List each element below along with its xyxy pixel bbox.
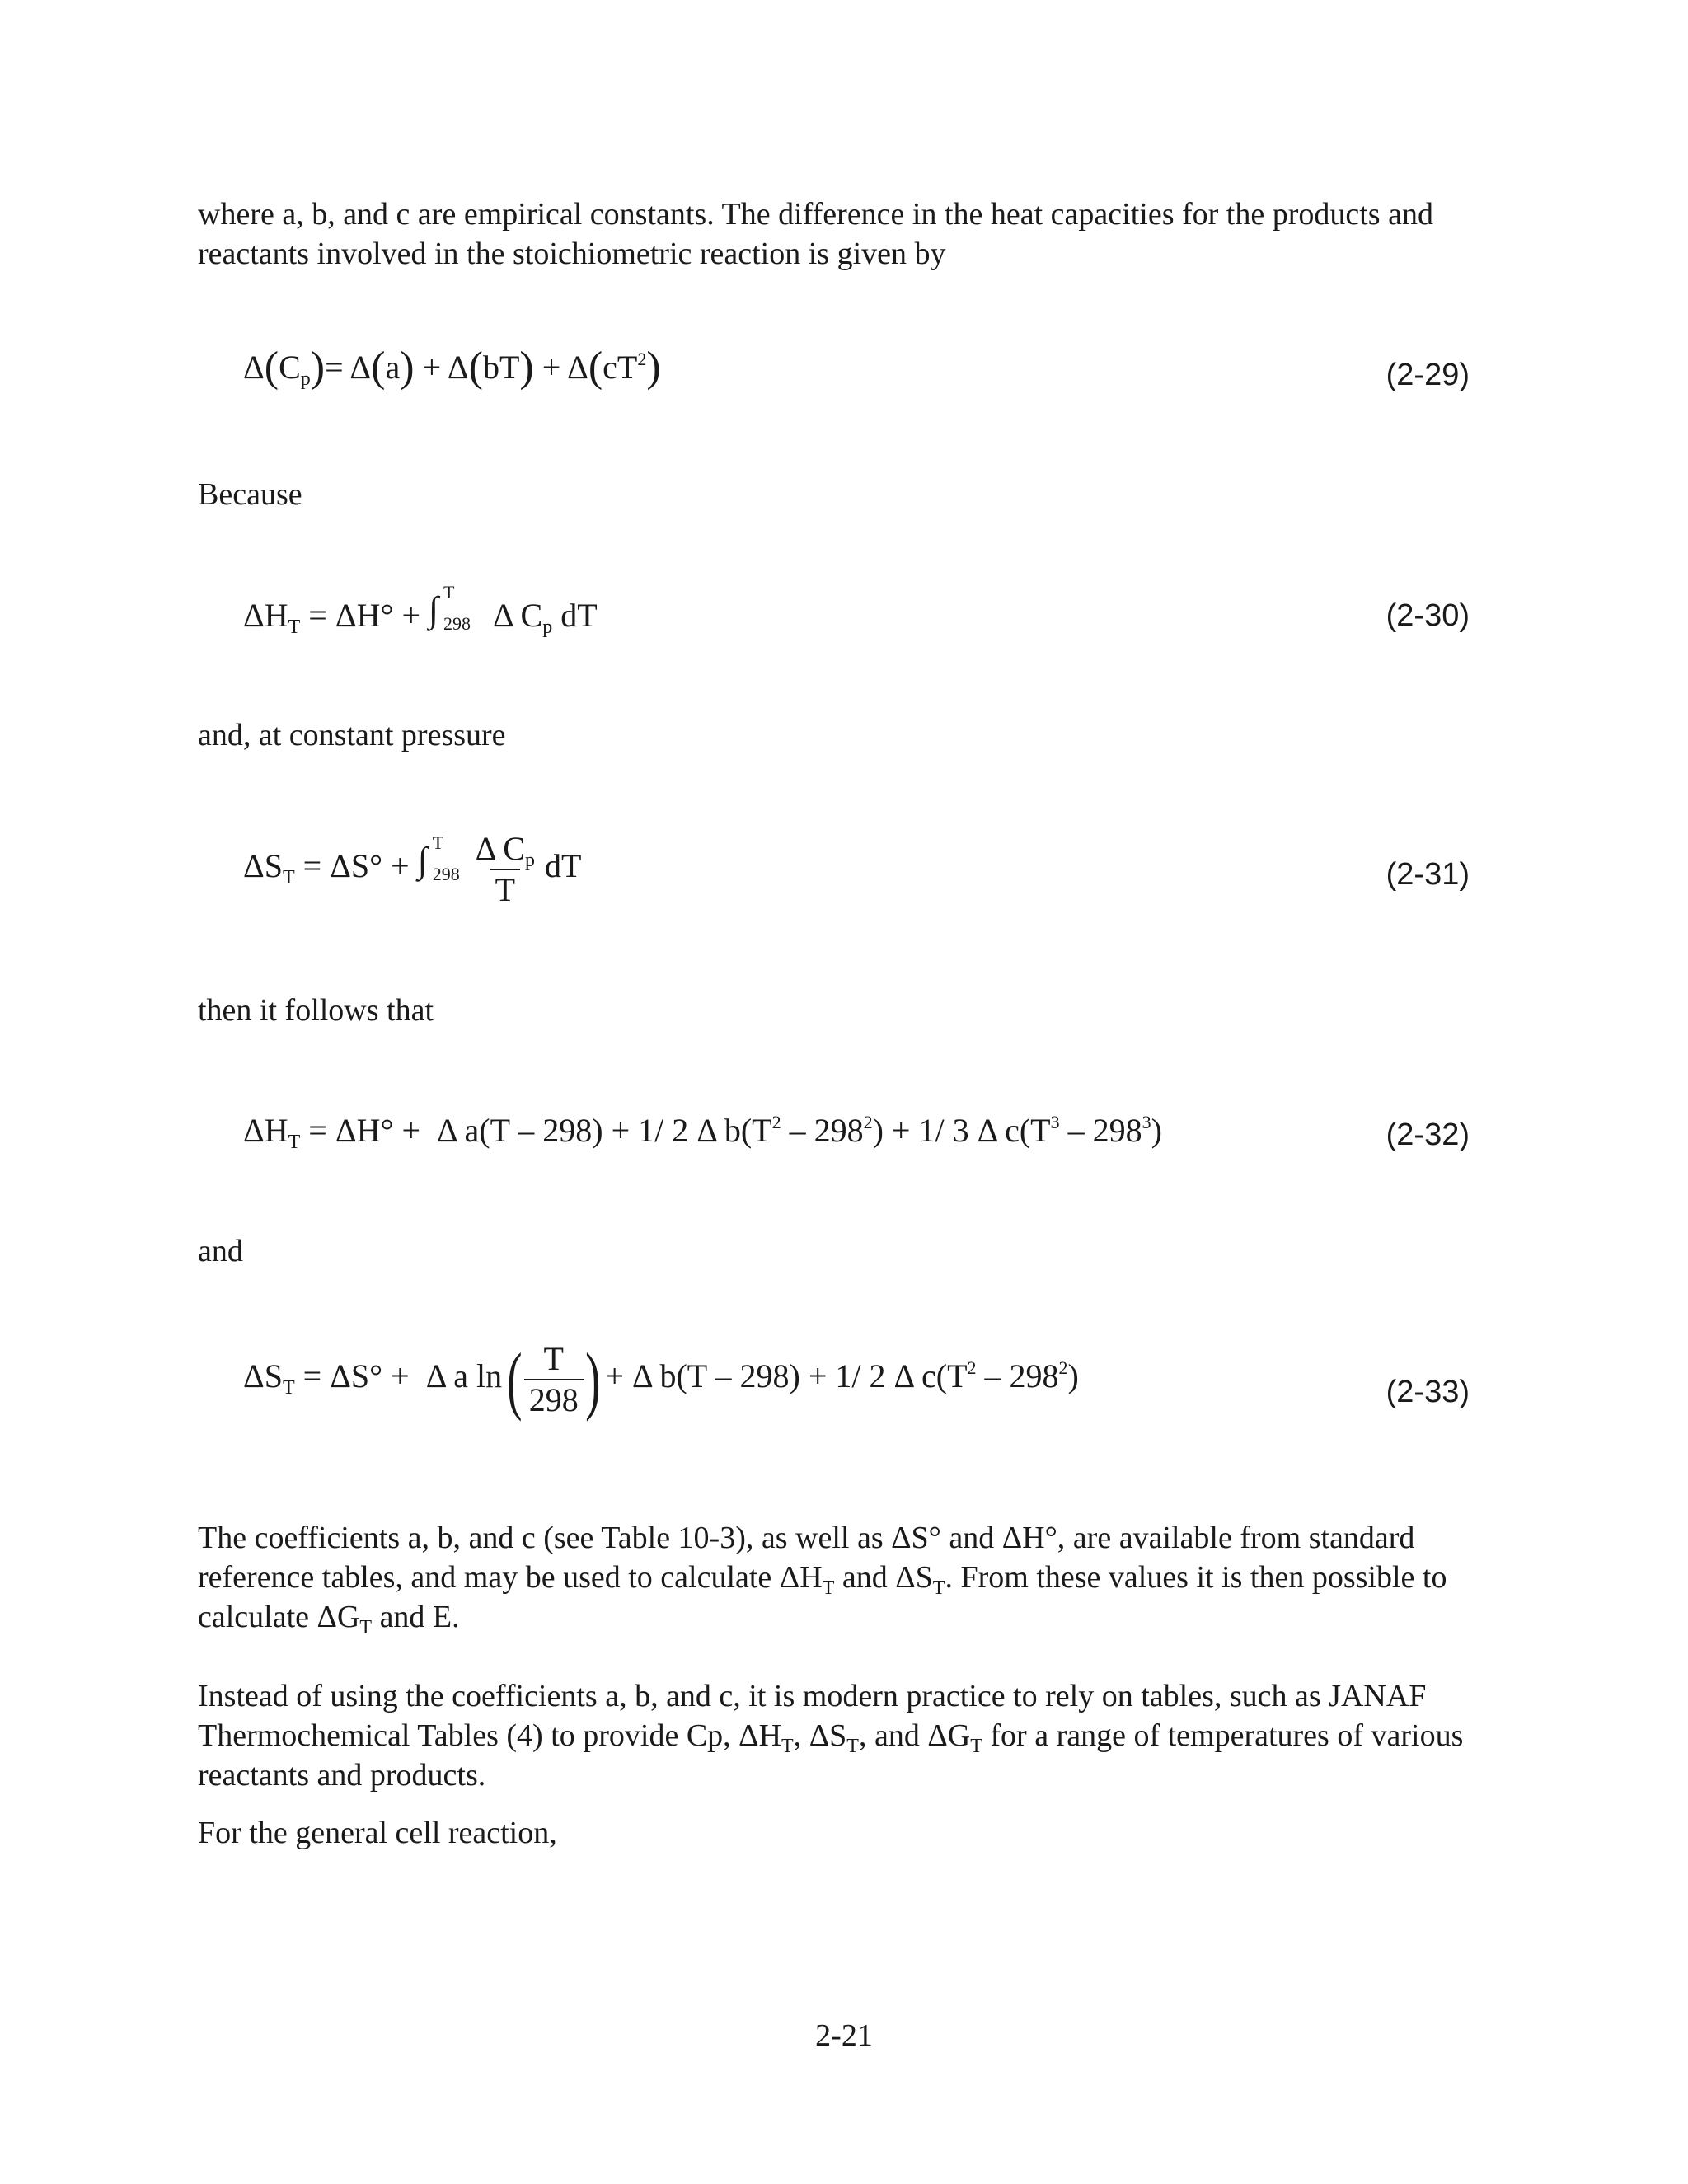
janaf-text-1: Instead of using the coefficients a, b, and c, it is modern practice to rely on tables, such as JANAF Thermochemical Tables (4) to provide Cp, ΔH xyxy=(198,1679,1427,1753)
subscript-t: T xyxy=(846,1736,859,1757)
constant-pressure-text: and, at constant pressure xyxy=(198,718,506,752)
janaf-text-4: for a range of temperatures of various reactants and products. xyxy=(198,1718,1464,1793)
subscript-t: T xyxy=(822,1577,835,1599)
page-number: 2-21 xyxy=(815,2018,873,2053)
janaf-text-2: , ΔS xyxy=(793,1718,847,1753)
intro-paragraph: where a, b, and c are empirical constants. The difference in the heat capacities for the products and reactants involved in the stoichiometric reaction is given by xyxy=(198,197,1433,271)
equation-2-29: $\Delta(C_p)= \Delta(a) + \Delta(bT) + \Delta(cT^2)$ xyxy=(243,344,661,391)
equation-number-2-32: (2-32) xyxy=(1386,1118,1470,1152)
subscript-t: T xyxy=(781,1736,794,1757)
coefficients-text-2: and ΔS xyxy=(834,1560,933,1595)
follows-text: then it follows that xyxy=(198,993,434,1028)
coefficients-text-4: and E. xyxy=(372,1600,460,1634)
janaf-paragraph xyxy=(198,1676,1517,1795)
equation-number-2-33: (2-33) xyxy=(1386,1375,1470,1409)
because-text: Because xyxy=(198,477,302,512)
subscript-t: T xyxy=(359,1617,373,1638)
coefficients-text-3: . From these values it is then possible to calculate ΔG xyxy=(198,1560,1447,1634)
coefficients-text-1: The coefficients a, b, and c (see Table 10-3), as well as ΔS° and ΔH°, are available from standard reference tables, and may be used to calculate ΔH xyxy=(198,1521,1415,1595)
equation-2-33: $\Delta S_T = \Delta S^\circ + \Delta$ a ln( $\frac{T}{298}$ ) + Δ b(T – 298) + 1/ 2 Δ $c(T^2 - 298^2)$ xyxy=(243,1338,1079,1422)
general-reaction-text: For the general cell reaction, xyxy=(198,1816,557,1850)
equation-number-2-29: (2-29) xyxy=(1386,358,1470,392)
equation-2-30: $\Delta H_T = \Delta H^\circ$ + ∫ T 298 Δ $C_p$ dT xyxy=(243,582,598,638)
and-text: and xyxy=(198,1234,243,1268)
coefficients-paragraph xyxy=(198,1518,1517,1637)
equation-2-32: $\Delta H_T = \Delta H^\circ + \Delta$ a(T – 298) + 1/ 2 Δ $b(T^2 - 298^2) + 1/$ 3 Δ $c(T^3 - 298^3)$ xyxy=(243,1112,1162,1153)
equation-number-2-30: (2-30) xyxy=(1386,598,1470,633)
subscript-t: T xyxy=(970,1736,982,1757)
equation-number-2-31: (2-31) xyxy=(1386,857,1470,892)
janaf-text-3: , and ΔG xyxy=(858,1718,971,1753)
equation-2-31: $\Delta S_T = \Delta S^\circ$ + ∫ T 298 $\frac{\Delta C_p}{T}$ dT xyxy=(243,830,582,908)
subscript-t: T xyxy=(932,1577,945,1599)
